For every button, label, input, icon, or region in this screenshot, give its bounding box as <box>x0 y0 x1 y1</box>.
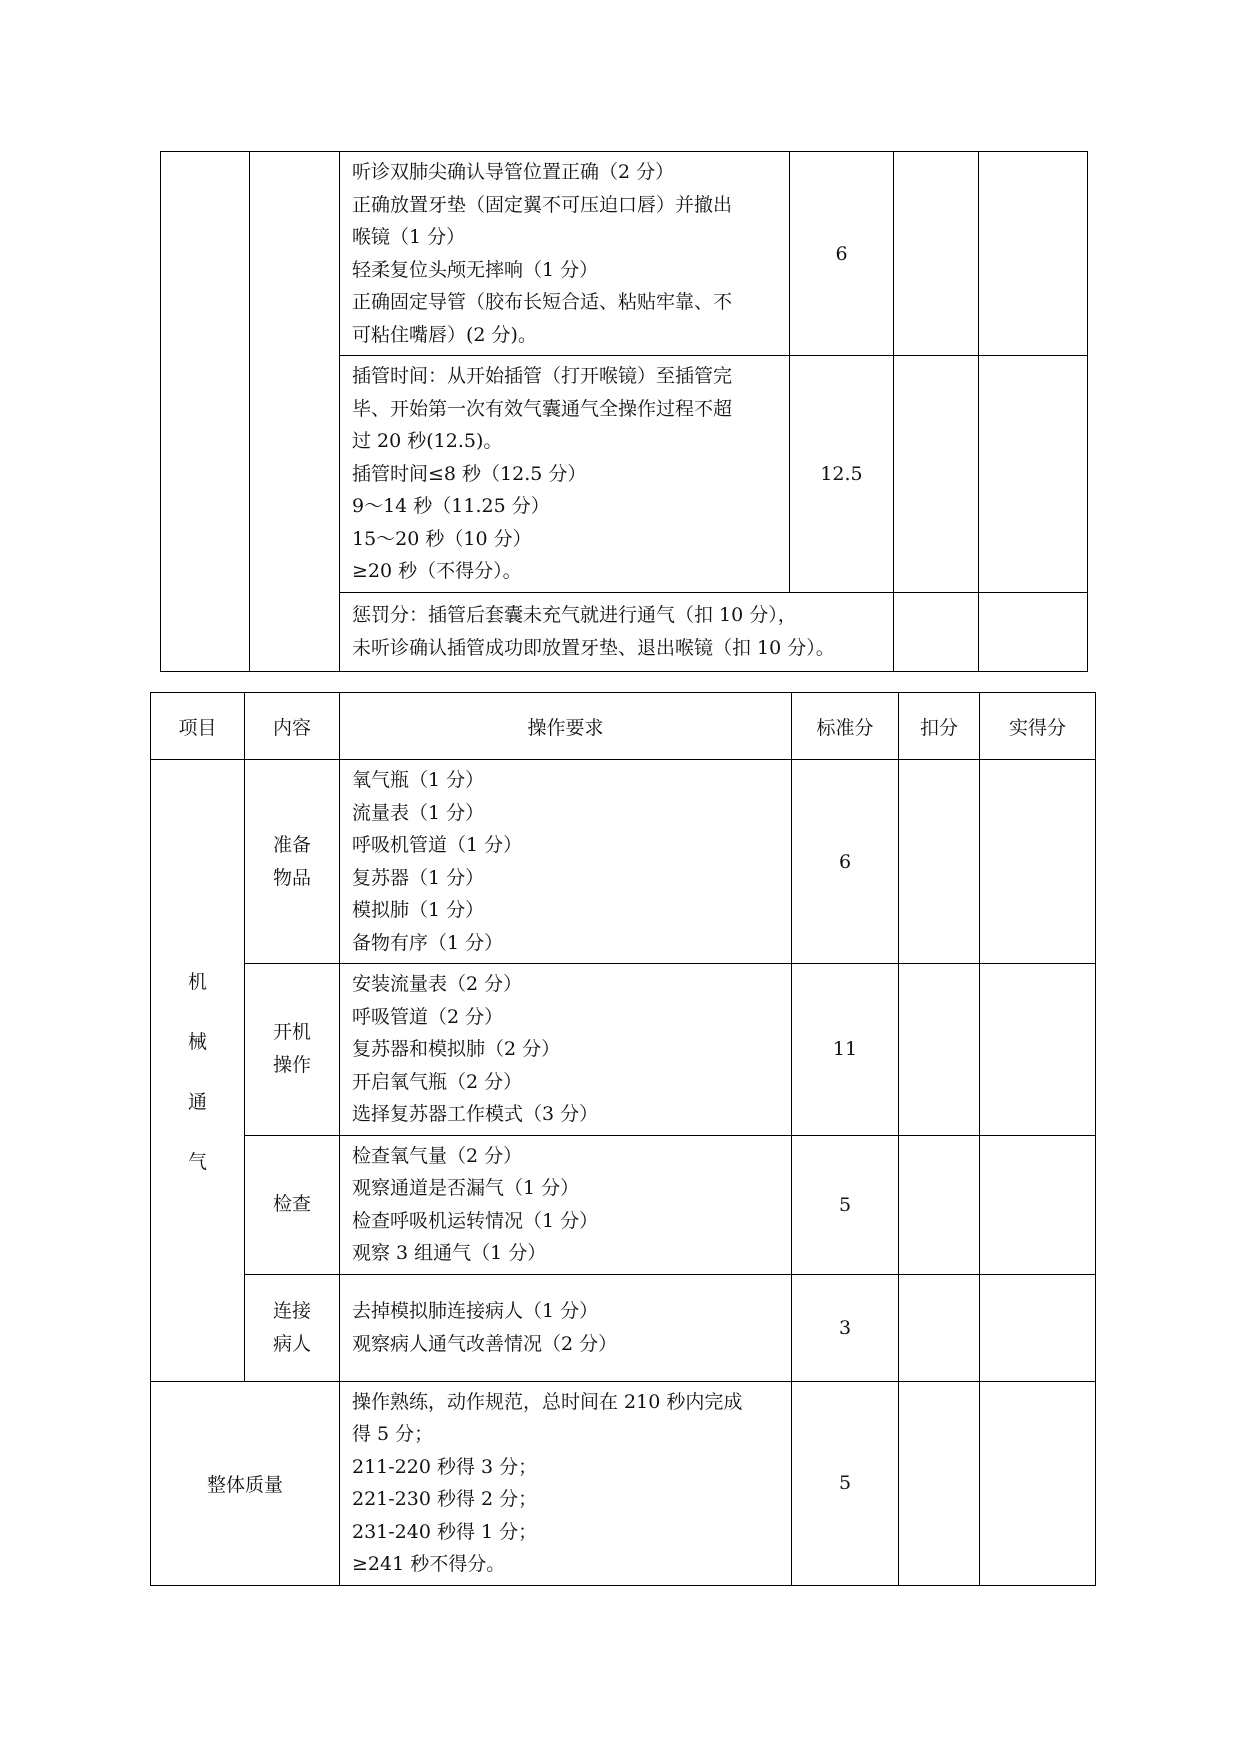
deduction-cell[interactable] <box>899 760 980 964</box>
header-content: 内容 <box>245 693 340 760</box>
actual-score-cell[interactable] <box>979 592 1088 671</box>
deduction-cell[interactable] <box>899 1381 980 1585</box>
standard-score-cell: 5 <box>792 1135 899 1274</box>
standard-score-cell: 6 <box>790 152 894 356</box>
requirements-cell: 插管时间：从开始插管（打开喉镜）至插管完 毕、开始第一次有效气囊通气全操作过程不超 过 20 秒(12.5)。 插管时间≤8 秒（12.5 分） 9～14 秒（11.25 分） 15～20 秒（10 分） ≥20 秒（不得分）。 <box>340 356 790 593</box>
header-item: 项目 <box>151 693 245 760</box>
header-standard-score: 标准分 <box>792 693 899 760</box>
requirements-cell: 听诊双肺尖确认导管位置正确（2 分） 正确放置牙垫（固定翼不可压迫口唇）并撤出 喉镜（1 分） 轻柔复位头颅无摔响（1 分） 正确固定导管（胶布长短合适、粘贴牢靠、不 可粘住嘴唇）(2 分)。 <box>340 152 790 356</box>
table-row <box>151 1274 1096 1381</box>
penalty-cell: 惩罚分：插管后套囊未充气就进行通气（扣 10 分）， 未听诊确认插管成功即放置牙垫、退出喉镜（扣 10 分）。 <box>340 592 894 671</box>
table-row <box>161 152 1088 356</box>
requirements-cell: 安装流量表（2 分） 呼吸管道（2 分） 复苏器和模拟肺（2 分） 开启氧气瓶（2 分） 选择复苏器工作模式（3 分） <box>340 964 792 1136</box>
actual-score-cell[interactable] <box>980 964 1096 1136</box>
actual-score-cell[interactable] <box>980 760 1096 964</box>
item-cell <box>161 152 250 672</box>
standard-score-cell: 12.5 <box>790 356 894 593</box>
standard-score-cell: 3 <box>792 1274 899 1381</box>
standard-score-cell: 6 <box>792 760 899 964</box>
deduction-cell[interactable] <box>894 592 979 671</box>
content-cell: 准备 物品 <box>245 760 340 964</box>
actual-score-cell[interactable] <box>980 1274 1096 1381</box>
standard-score-cell: 11 <box>792 964 899 1136</box>
table-row <box>151 1135 1096 1274</box>
requirements-cell: 检查氧气量（2 分） 观察通道是否漏气（1 分） 检查呼吸机运转情况（1 分） 观察 3 组通气（1 分） <box>340 1135 792 1274</box>
header-requirements: 操作要求 <box>340 693 792 760</box>
content-cell: 检查 <box>245 1135 340 1274</box>
project-cell: 机 械 通 气 <box>151 760 245 1382</box>
deduction-cell[interactable] <box>899 1274 980 1381</box>
deduction-cell[interactable] <box>894 356 979 593</box>
actual-score-cell[interactable] <box>979 356 1088 593</box>
actual-score-cell[interactable] <box>980 1381 1096 1585</box>
table-row <box>151 964 1096 1136</box>
table-header-row <box>151 693 1096 760</box>
continuation-table <box>160 151 1088 672</box>
actual-score-cell[interactable] <box>979 152 1088 356</box>
standard-score-cell: 5 <box>792 1381 899 1585</box>
deduction-cell[interactable] <box>899 1135 980 1274</box>
deduction-cell[interactable] <box>894 152 979 356</box>
actual-score-cell[interactable] <box>980 1135 1096 1274</box>
content-cell: 连接 病人 <box>245 1274 340 1381</box>
table-row <box>151 760 1096 964</box>
deduction-cell[interactable] <box>899 964 980 1136</box>
requirements-cell: 操作熟练，动作规范，总时间在 210 秒内完成 得 5 分； 211-220 秒得 3 分； 221-230 秒得 2 分； 231-240 秒得 1 分； ≥241 秒不得分。 <box>340 1381 792 1585</box>
content-cell <box>250 152 340 672</box>
content-cell: 开机 操作 <box>245 964 340 1136</box>
table-row <box>151 1381 1096 1585</box>
header-deduction: 扣分 <box>899 693 980 760</box>
overall-quality-label: 整体质量 <box>151 1381 340 1585</box>
requirements-cell: 去掉模拟肺连接病人（1 分） 观察病人通气改善情况（2 分） <box>340 1274 792 1381</box>
requirements-cell: 氧气瓶（1 分） 流量表（1 分） 呼吸机管道（1 分） 复苏器（1 分） 模拟肺（1 分） 备物有序（1 分） <box>340 760 792 964</box>
header-actual-score: 实得分 <box>980 693 1096 760</box>
ventilation-scoring-table <box>150 692 1096 1586</box>
